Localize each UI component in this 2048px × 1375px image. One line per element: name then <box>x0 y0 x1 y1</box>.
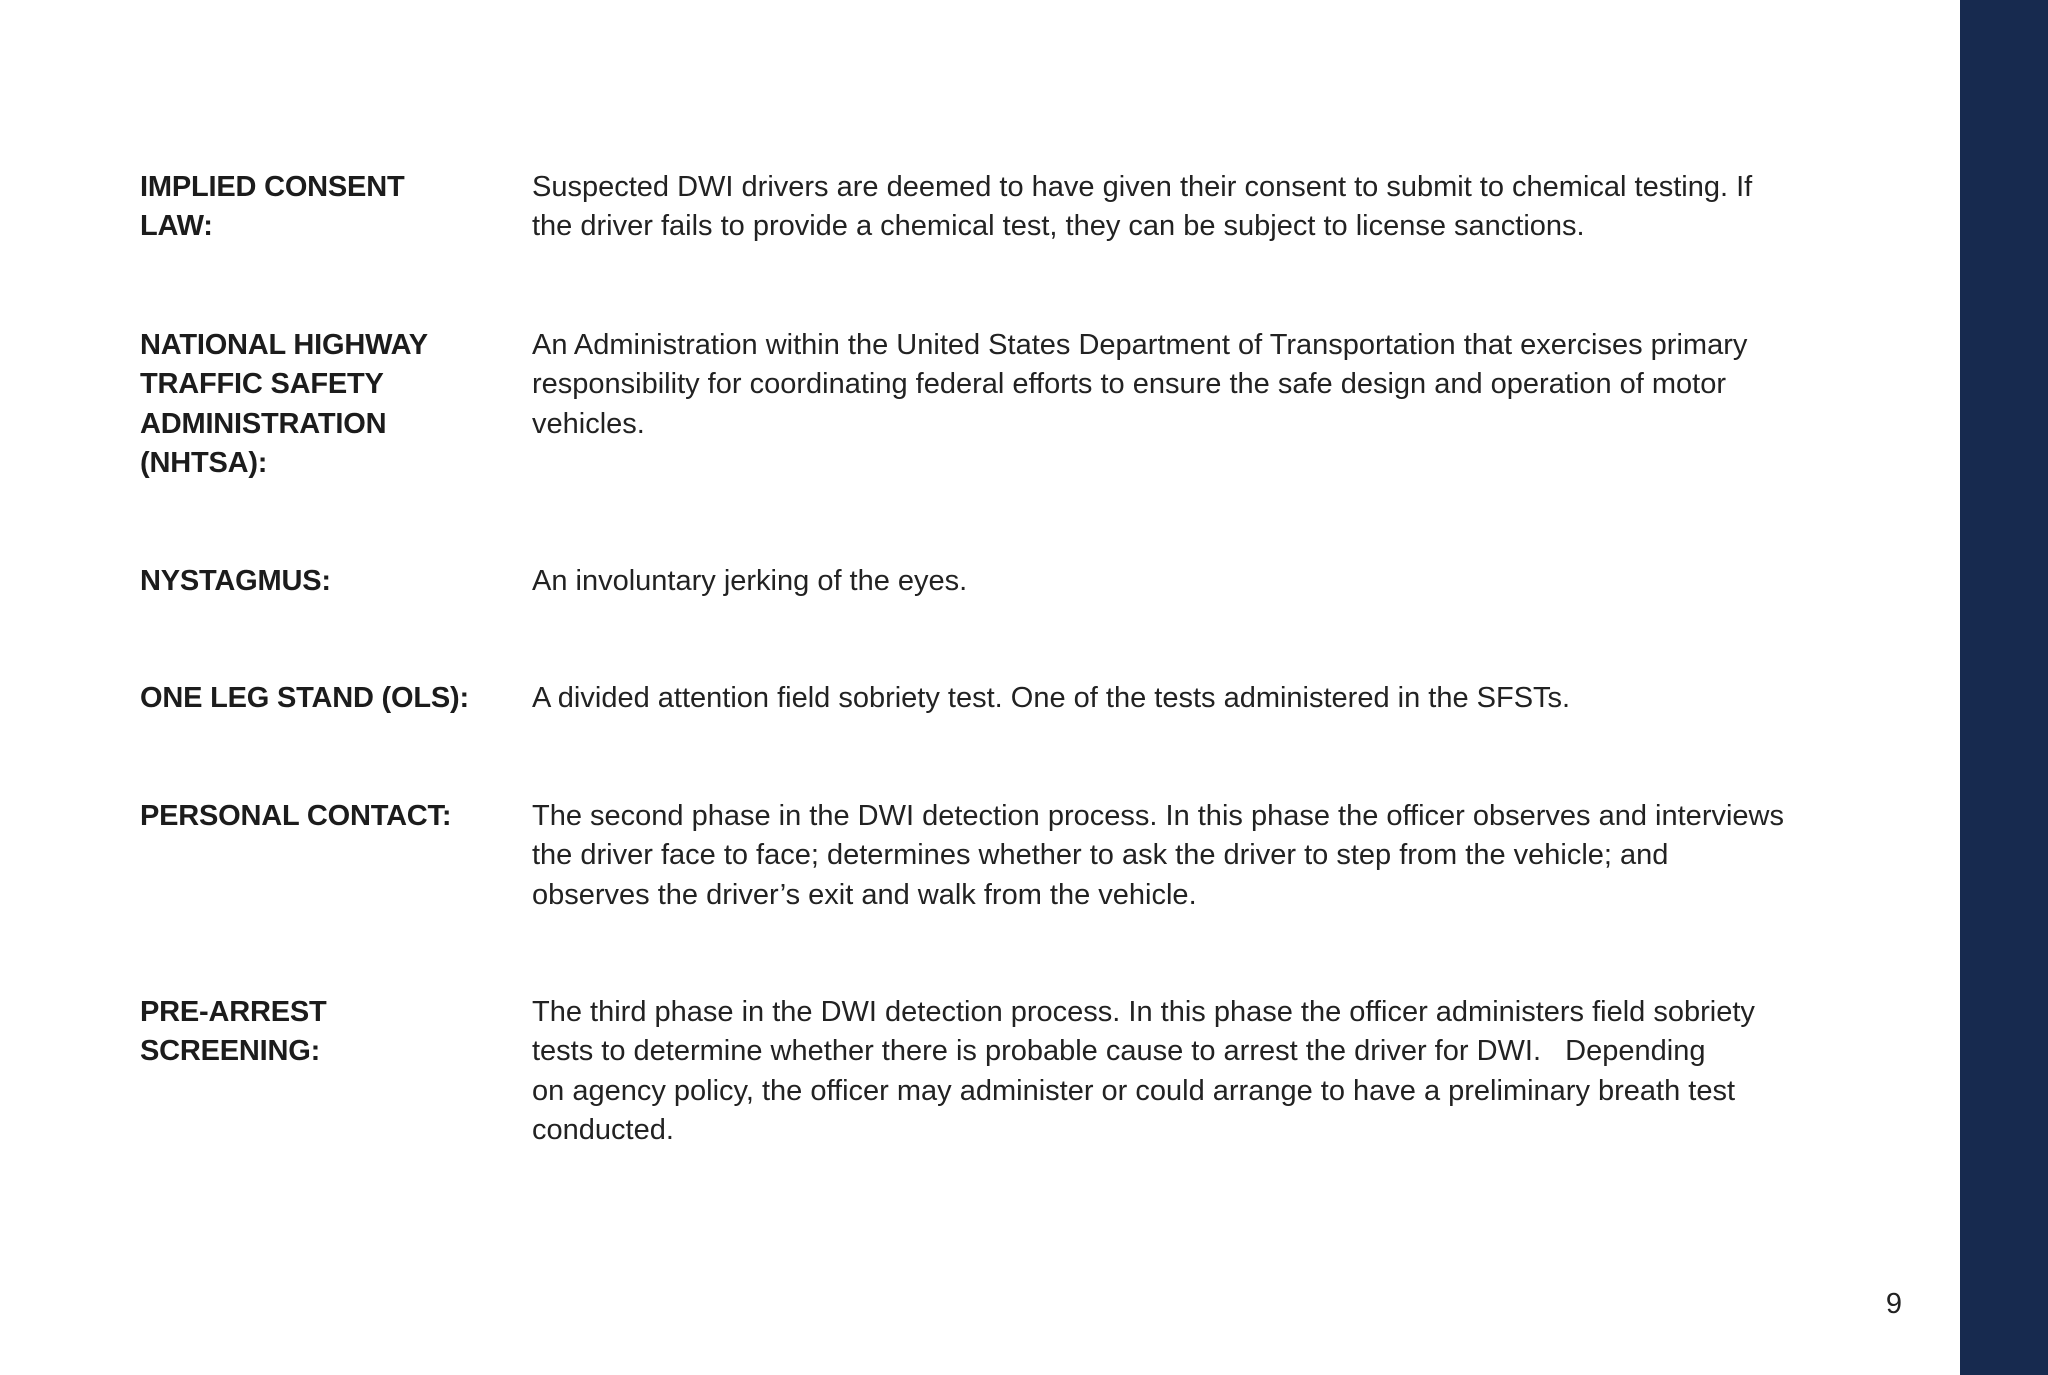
glossary-term: PRE-ARREST SCREENING: <box>140 996 327 1068</box>
glossary-entry-personal-contact <box>140 797 1880 993</box>
glossary-definition: The third phase in the DWI detection process. In this phase the officer administers field sobriety tests to determine whether there is probable cause to arrest the driver for DWI. Depending on agency policy, the officer may administer or could arrange to have a preliminary breath test conducted. <box>532 996 1755 1146</box>
glossary-entry-implied-consent-law <box>140 168 1880 326</box>
glossary-term: ONE LEG STAND (OLS): <box>140 682 469 714</box>
glossary-definition: A divided attention field sobriety test. One of the tests administered in the SFSTs. <box>532 682 1571 714</box>
sidebar-color-band <box>1960 0 2048 1375</box>
glossary-definition: An involuntary jerking of the eyes. <box>532 565 968 597</box>
glossary-entry-nystagmus <box>140 562 1880 679</box>
glossary-definition: The second phase in the DWI detection process. In this phase the officer observes and interviews the driver face to face; determines whether to ask the driver to step from the vehicle; and observes the driver’s exit and walk from the vehicle. <box>532 800 1784 911</box>
glossary-term: NATIONAL HIGHWAY TRAFFIC SAFETY ADMINISTRATION (NHTSA): <box>140 329 428 479</box>
glossary-term: IMPLIED CONSENT LAW: <box>140 171 405 243</box>
glossary-definition: Suspected DWI drivers are deemed to have given their consent to submit to chemical testing. If the driver fails to provide a chemical test, they can be subject to license sanctions. <box>532 171 1753 243</box>
page-number: 9 <box>1885 1288 1902 1320</box>
glossary-definition: An Administration within the United States Department of Transportation that exercises primary responsibility for coordinating federal efforts to ensure the safe design and operation of motor vehicles. <box>532 329 1748 440</box>
glossary-term: PERSONAL CONTACT: <box>140 800 452 832</box>
glossary-entry-nhtsa <box>140 326 1880 562</box>
glossary-list <box>140 168 1880 1163</box>
glossary-entry-one-leg-stand <box>140 679 1880 797</box>
glossary-term: NYSTAGMUS: <box>140 565 331 597</box>
glossary-entry-pre-arrest-screening <box>140 993 1880 1163</box>
